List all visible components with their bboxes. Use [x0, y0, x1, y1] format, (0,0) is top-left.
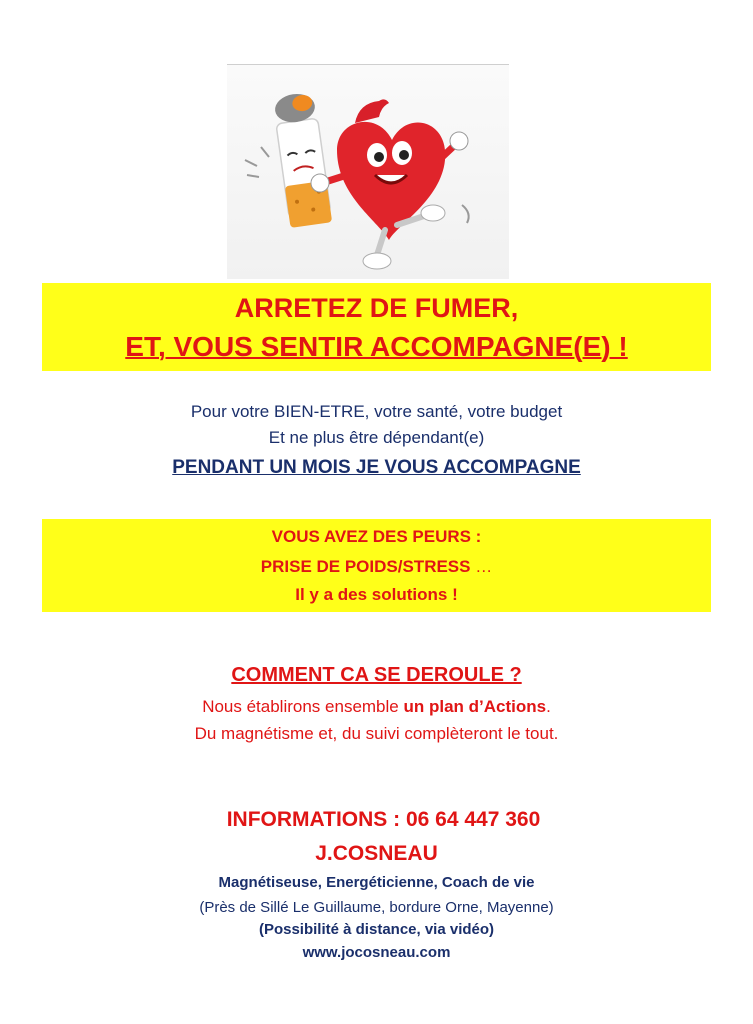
cigarette-character-icon: [272, 91, 332, 228]
contact-name: J.COSNEAU: [315, 842, 438, 865]
cartoon-illustration: [227, 64, 509, 279]
intro-line-3: PENDANT UN MOIS JE VOUS ACCOMPAGNE: [172, 457, 581, 478]
contact-website: www.jocosneau.com: [302, 944, 451, 961]
fears-line-2-suffix: …: [470, 557, 493, 576]
headline-line-2: ET, VOUS SENTIR ACCOMPAGNE(E) !: [125, 331, 628, 362]
fears-line-2-wrapper: [42, 557, 711, 577]
process-line-1: [0, 697, 753, 717]
fears-line-1: VOUS AVEZ DES PEURS :: [271, 527, 482, 546]
intro-line-3-wrapper: [0, 457, 753, 479]
intro-line-2: Et ne plus être dépendant(e): [268, 428, 485, 447]
process-title: COMMENT CA SE DEROULE ?: [231, 664, 522, 686]
process-line-2: Du magnétisme et, du suivi complèteront le tout.: [194, 724, 559, 743]
contact-location: (Près de Sillé Le Guillaume, bordure Orne, Mayenne): [199, 899, 554, 916]
fears-banner: [42, 519, 711, 612]
headline-line-1: ARRETEZ DE FUMER,: [234, 293, 519, 323]
contact-info-phone: INFORMATIONS : 06 64 447 360: [226, 808, 541, 831]
heart-character-icon: [311, 99, 468, 269]
process-line-1-end: .: [546, 697, 551, 716]
contact-distance: (Possibilité à distance, via vidéo): [258, 921, 495, 938]
fears-line-2: PRISE DE POIDS/STRESS: [260, 557, 471, 576]
fears-line-3: Il y a des solutions !: [295, 585, 458, 604]
contact-role: Magnétiseuse, Energéticienne, Coach de vie: [218, 874, 535, 891]
heart-kicking-cigarette-illustration: [227, 65, 509, 279]
intro-line-1: Pour votre BIEN-ETRE, votre santé, votre budget: [190, 402, 563, 421]
headline-banner: [42, 283, 711, 371]
process-line-1-start: Nous établirons ensemble: [202, 697, 404, 716]
process-title-wrapper: [0, 664, 753, 687]
process-line-1-bold: un plan d’Actions: [403, 697, 547, 716]
headline-line-2-wrapper: [42, 331, 711, 363]
